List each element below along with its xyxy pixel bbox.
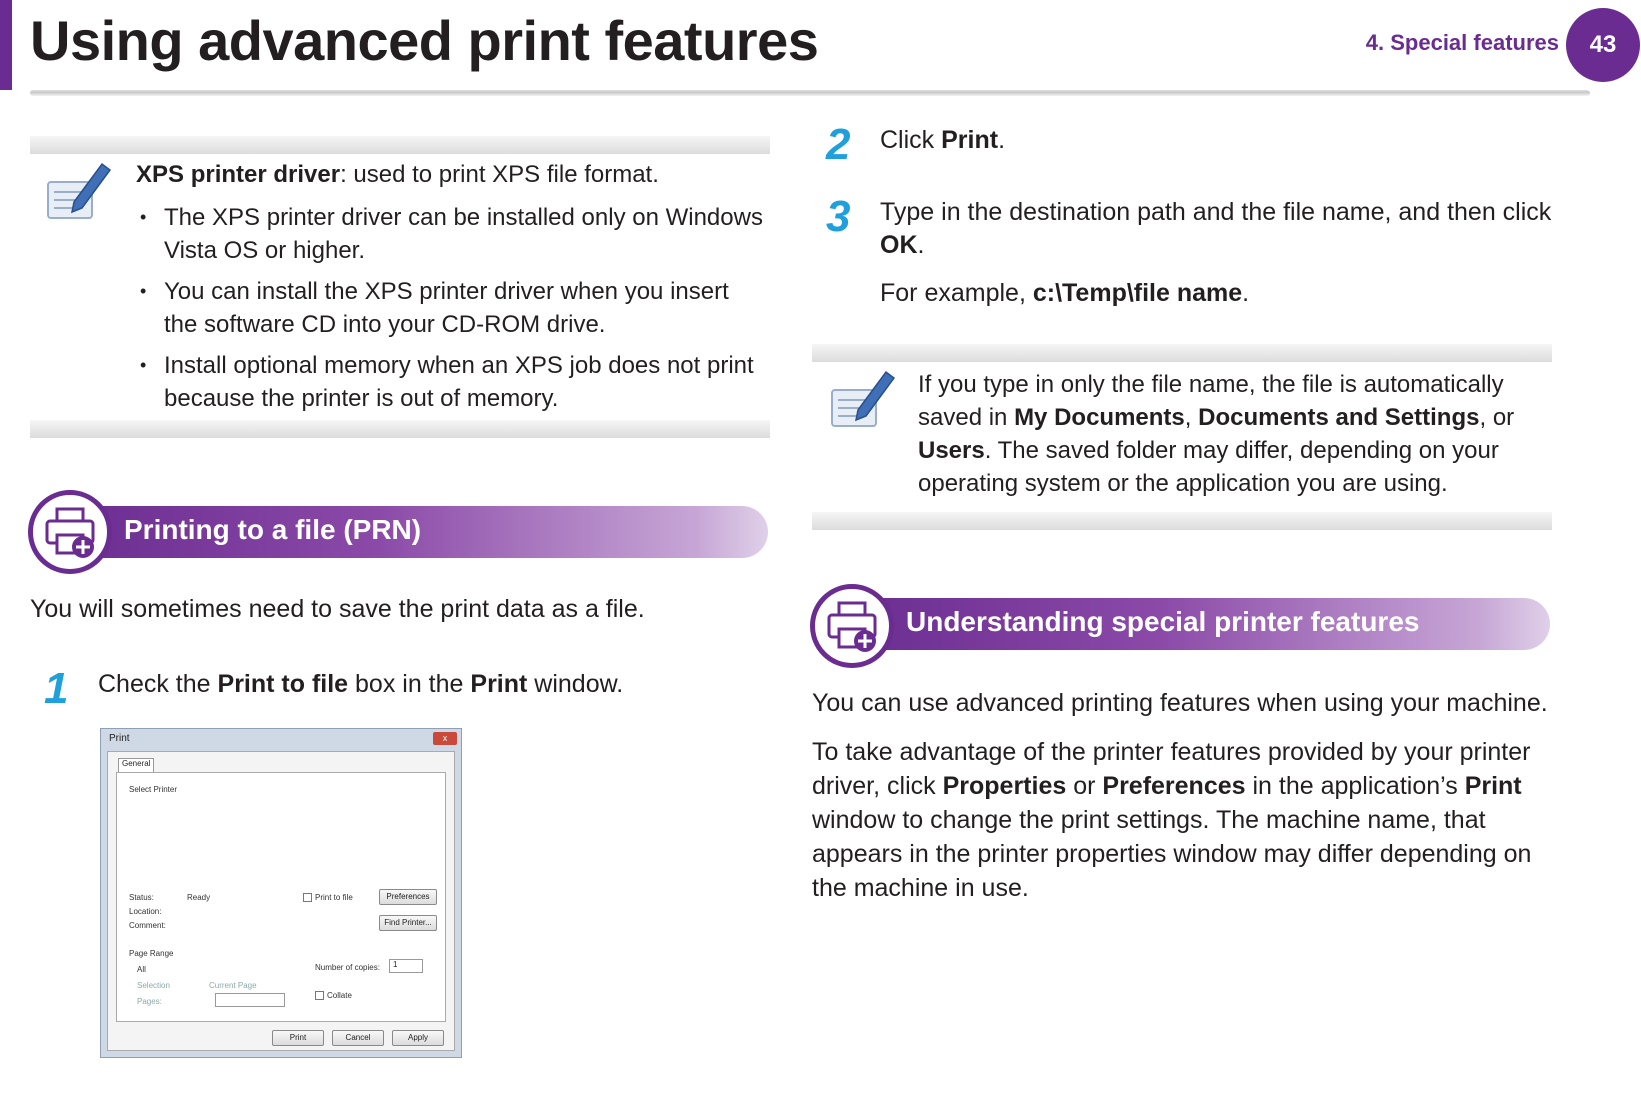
save-note-t2: , [1184,404,1199,431]
collate-checkbox[interactable] [315,991,324,1000]
section-printer-icon [28,490,112,574]
step-3-t2: . [917,231,925,259]
step-3-t1: Type in the destination path and the file name, and then click [880,198,1552,226]
step-2-t2: . [998,126,1006,154]
step-3-ex-b1: c:\Temp\file name [1032,279,1243,307]
step-3-text [880,196,1570,262]
step-number-2: 2 [826,120,851,169]
step-number-1: 1 [44,664,69,713]
print-to-file-checkbox[interactable] [303,893,312,902]
note-bottom-bar [30,420,770,438]
dialog-body [107,751,455,1051]
note-top-bar [30,136,770,154]
list-item: • The XPS printer driver can be installed only on Windows Vista OS or higher. [136,201,766,267]
title-rule [30,90,1590,96]
dialog-panel [116,772,446,1022]
select-printer-label: Select Printer [129,785,178,794]
step-1-b2: Print [470,670,528,698]
xps-note-bullets [136,201,766,415]
step-2-t1: Click [880,126,942,154]
special-para-2-t1: To take advantage of the printer features provided by your printer driver, click [812,738,1531,800]
special-para-2-t3: in the application’s [1245,772,1465,800]
status-value: Ready [187,893,211,902]
save-note-bottom-bar [812,512,1552,530]
section-heading-prn: Printing to a file (PRN) [124,514,422,545]
step-1-t3: window. [527,670,624,698]
pages-input[interactable] [215,993,285,1007]
current-page-radio-label[interactable]: Current Page [209,981,257,990]
step-3-ex-t2: . [1242,279,1250,307]
cancel-button[interactable]: Cancel [332,1030,384,1046]
find-printer-button[interactable]: Find Printer... [379,915,437,931]
save-note-b3: Users [918,437,985,464]
save-note-b1: My Documents [1014,404,1185,431]
pages-radio-label[interactable]: Pages: [137,997,162,1006]
tab-general[interactable]: General [118,758,154,772]
note-pencil-icon [44,158,114,228]
section-header-prn [60,506,768,558]
save-note-b2: Documents and Settings [1198,404,1480,431]
special-para-2-t4: window to change the print settings. The machine name, that appears in the printer properties window may differ depending on the machine in use. [812,806,1532,902]
section-header-special [842,598,1550,650]
special-para-2-b1: Properties [942,772,1067,800]
step-1-t1: Check the [98,670,218,698]
step-number-3: 3 [826,192,851,241]
xps-note-lead [136,158,766,191]
all-radio-label[interactable]: All [137,965,146,974]
special-para-2 [812,735,1552,905]
preferences-button[interactable]: Preferences [379,889,437,905]
print-dialog-screenshot [100,728,462,1058]
xps-note-lead-rest: : used to print XPS file format. [340,161,659,188]
step-2-b1: Print [941,126,999,154]
print-button[interactable]: Print [272,1030,324,1046]
save-note-t1: If you type in only the file name, the file is automatically saved in [918,371,1504,431]
list-item: • Install optional memory when an XPS job does not print because the printer is out of memory. [136,349,766,415]
page-range-label: Page Range [129,949,174,958]
step-3-example [880,277,1570,310]
step-1-text [98,668,758,701]
step-1-b1: Print to file [217,670,349,698]
save-note [918,368,1538,500]
list-item: • You can install the XPS printer driver when you insert the software CD into your CD-ROM drive. [136,275,766,341]
special-para-2-b2: Preferences [1102,772,1246,800]
special-para-1: You can use advanced printing features when using your machine. [812,689,1548,717]
page-number-badge: 43 [1566,8,1640,82]
save-note-t3: , or [1479,404,1515,431]
status-label: Status: [129,893,154,902]
copies-input[interactable] [389,959,423,973]
special-para-2-t2: or [1066,772,1103,800]
page-title: Using advanced print features [30,9,819,72]
copies-value: 1 [393,960,398,969]
step-1-t2: box in the [348,670,471,698]
dialog-close-button[interactable]: x [433,732,457,745]
step-3-b1: OK [880,231,918,259]
print-to-file-label: Print to file [315,893,353,902]
step-3-ex-t1: For example, [880,279,1033,307]
comment-label: Comment: [129,921,166,930]
section-heading-special: Understanding special printer features [906,606,1420,637]
note-pencil-icon [828,366,898,436]
xps-note [136,158,766,423]
special-para-2-b3: Print [1464,772,1522,800]
prn-intro: You will sometimes need to save the print data as a file. [30,595,645,623]
collate-label: Collate [327,991,352,1000]
selection-radio-label[interactable]: Selection [137,981,170,990]
chapter-label: 4. Special features [1365,30,1559,55]
step-2-text [880,124,1560,157]
dialog-title: Print [109,733,130,744]
xps-note-lead-bold: XPS printer driver [136,161,341,188]
apply-button[interactable]: Apply [392,1030,444,1046]
header-accent-bar [0,0,12,90]
location-label: Location: [129,907,162,916]
save-note-top-bar [812,344,1552,362]
copies-label: Number of copies: [315,963,380,972]
save-note-t4: . The saved folder may differ, depending on your operating system or the application you are using. [918,437,1499,497]
section-printer-icon [810,584,894,668]
